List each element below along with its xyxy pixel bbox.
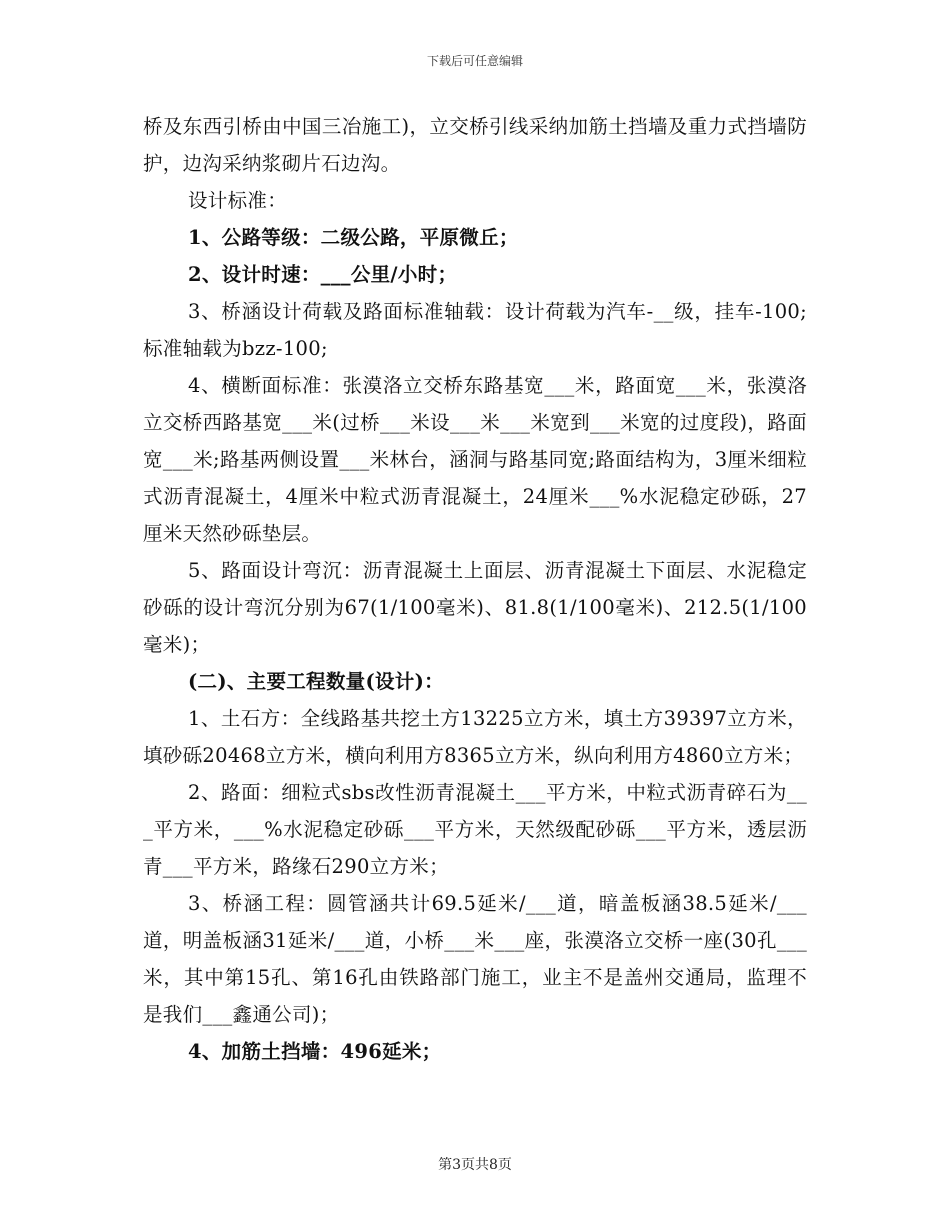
page-header: 下载后可任意编辑 bbox=[426, 54, 523, 68]
document-body bbox=[143, 108, 807, 1070]
paragraph: 5、路面设计弯沉：沥青混凝土上面层、沥青混凝土下面层、水泥稳定砂砾的设计弯沉分别为67(1/100毫米)、81.8(1/100毫米)、212.5(1/100毫米)； bbox=[143, 559, 807, 656]
page-number: 第3页共8页 bbox=[438, 1157, 512, 1173]
paragraph: 1、土石方：全线路基共挖土方13225立方米，填土方39397立方米，填砂砾20468立方米，横向利用方8365立方米，纵向利用方4860立方米； bbox=[143, 707, 807, 767]
paragraph-heading: 2、设计时速：___公里/小时； bbox=[188, 263, 458, 286]
section-heading: (二)、主要工程数量(设计)： bbox=[188, 670, 444, 693]
paragraph-heading: 4、加筋土挡墙：496延米； bbox=[188, 1040, 442, 1063]
paragraph: 3、桥涵工程：圆管涵共计69.5延米/___道，暗盖板涵38.5延米/___道，明盖板涵31延米/___道，小桥___米___座，张漠洛立交桥一座(30孔___米，其中第15孔、第16孔由铁路部门施工，业主不是盖州交通局，监理不是我们___鑫通公司)； bbox=[143, 892, 807, 1026]
paragraph: 3、桥涵设计荷载及路面标准轴载：设计荷载为汽车-__级，挂车-100;标准轴载为bzz-100; bbox=[143, 300, 807, 360]
paragraph: 4、横断面标准：张漠洛立交桥东路基宽___米，路面宽___米，张漠洛立交桥西路基宽___米(过桥___米设___米___米宽到___米宽的过度段)，路面宽___米;路基两侧设置___米林台，涵洞与路基同宽;路面结构为，3厘米细粒式沥青混凝土，4厘米中粒式沥青混凝土，24厘米___%水泥稳定砂砾，27厘米天然砂砾垫层。 bbox=[143, 374, 807, 545]
paragraph: 设计标准： bbox=[188, 189, 288, 212]
paragraph: 桥及东西引桥由中国三冶施工)，立交桥引线采纳加筋土挡墙及重力式挡墙防护，边沟采纳浆砌片石边沟。 bbox=[143, 115, 807, 175]
paragraph-heading: 1、公路等级：二级公路，平原微丘； bbox=[188, 226, 519, 249]
paragraph: 2、路面：细粒式sbs改性沥青混凝土___平方米，中粒式沥青碎石为___平方米，___%水泥稳定砂砾___平方米，天然级配砂砾___平方米，透层沥青___平方米，路缘石290立方米； bbox=[143, 781, 807, 878]
